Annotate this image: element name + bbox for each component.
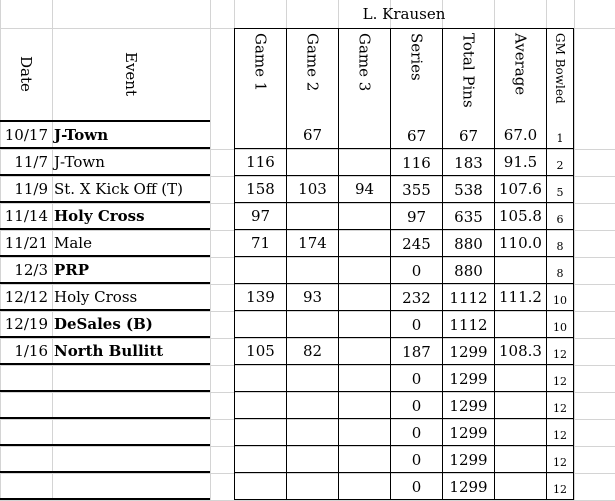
row-gm[interactable]: 8	[546, 257, 574, 284]
header-date	[0, 28, 52, 122]
row-series[interactable]: 232	[390, 284, 442, 311]
row-g3[interactable]	[338, 311, 390, 338]
row-series[interactable]: 245	[390, 230, 442, 257]
row-gm[interactable]: 12	[546, 473, 574, 500]
row-event[interactable]: Male	[52, 230, 210, 257]
row-g2[interactable]	[286, 446, 338, 473]
row-g3[interactable]	[338, 392, 390, 419]
row-g3[interactable]	[338, 473, 390, 500]
row-g1[interactable]	[234, 419, 286, 446]
row-g2[interactable]: 103	[286, 176, 338, 203]
row-total[interactable]: 1112	[442, 311, 494, 338]
row-date[interactable]	[0, 473, 52, 500]
header-game-2	[286, 28, 338, 122]
header-total-pins-label: Total Pins	[459, 33, 478, 108]
row-series[interactable]: 187	[390, 338, 442, 365]
header-gm-bowled	[546, 28, 574, 122]
row-event[interactable]: J-Town	[52, 149, 210, 176]
row-series[interactable]: 67	[390, 122, 442, 149]
row-avg[interactable]: 67.0	[494, 122, 546, 149]
row-g2[interactable]: 67	[286, 122, 338, 149]
row-avg[interactable]	[494, 473, 546, 500]
row-g2[interactable]	[286, 257, 338, 284]
row-series[interactable]: 0	[390, 419, 442, 446]
row-series[interactable]: 0	[390, 446, 442, 473]
row-avg[interactable]: 110.0	[494, 230, 546, 257]
row-total[interactable]: 1112	[442, 284, 494, 311]
header-event-label: Event	[122, 52, 140, 96]
row-series[interactable]: 355	[390, 176, 442, 203]
row-g3[interactable]	[338, 446, 390, 473]
row-g2[interactable]	[286, 149, 338, 176]
row-date[interactable]: 11/21	[0, 230, 52, 257]
gridline	[574, 0, 575, 500]
row-total[interactable]: 183	[442, 149, 494, 176]
row-total[interactable]: 538	[442, 176, 494, 203]
row-event[interactable]	[52, 446, 210, 473]
row-avg[interactable]	[494, 311, 546, 338]
row-gm[interactable]: 12	[546, 419, 574, 446]
row-gm[interactable]: 1	[546, 122, 574, 149]
gridline	[210, 0, 211, 500]
row-avg[interactable]	[494, 446, 546, 473]
row-date[interactable]: 11/7	[0, 149, 52, 176]
header-game-3	[338, 28, 390, 122]
row-gm[interactable]: 5	[546, 176, 574, 203]
row-total[interactable]: 1299	[442, 473, 494, 500]
row-date[interactable]: 12/19	[0, 311, 52, 338]
row-g2[interactable]	[286, 392, 338, 419]
row-g3[interactable]	[338, 230, 390, 257]
row-total[interactable]: 1299	[442, 419, 494, 446]
row-series[interactable]: 97	[390, 203, 442, 230]
row-g1[interactable]	[234, 365, 286, 392]
row-avg[interactable]	[494, 257, 546, 284]
header-game-1-label: Game 1	[251, 33, 270, 92]
row-g1[interactable]	[234, 311, 286, 338]
row-g3[interactable]	[338, 203, 390, 230]
row-avg[interactable]: 107.6	[494, 176, 546, 203]
header-game-2-label: Game 2	[303, 33, 322, 92]
row-event[interactable]	[52, 392, 210, 419]
row-event[interactable]: Holy Cross	[52, 284, 210, 311]
row-date[interactable]	[0, 365, 52, 392]
row-event[interactable]: DeSales (B)	[52, 311, 210, 338]
row-avg[interactable]	[494, 365, 546, 392]
row-total[interactable]: 1299	[442, 365, 494, 392]
row-date[interactable]: 12/12	[0, 284, 52, 311]
header-average-label: Average	[511, 33, 530, 96]
row-total[interactable]: 635	[442, 203, 494, 230]
header-game-1	[234, 28, 286, 122]
row-total[interactable]: 880	[442, 257, 494, 284]
row-gm[interactable]: 2	[546, 149, 574, 176]
row-series[interactable]: 0	[390, 365, 442, 392]
row-series[interactable]: 0	[390, 473, 442, 500]
header-game-3-label: Game 3	[355, 33, 374, 92]
row-event[interactable]	[52, 419, 210, 446]
row-g2[interactable]: 82	[286, 338, 338, 365]
row-avg[interactable]: 105.8	[494, 203, 546, 230]
row-gm[interactable]: 12	[546, 365, 574, 392]
header-gm-bowled-label: GM Bowled	[553, 33, 567, 104]
row-event[interactable]: North Bullitt	[52, 338, 210, 365]
row-avg[interactable]: 91.5	[494, 149, 546, 176]
header-total-pins	[442, 28, 494, 122]
header-series	[390, 28, 442, 122]
row-total[interactable]: 1299	[442, 446, 494, 473]
row-gm[interactable]: 10	[546, 284, 574, 311]
row-g1[interactable]	[234, 122, 286, 149]
row-date[interactable]	[0, 446, 52, 473]
row-avg[interactable]	[494, 419, 546, 446]
row-g2[interactable]	[286, 203, 338, 230]
row-date[interactable]: 10/17	[0, 122, 52, 149]
row-date[interactable]: 1/16	[0, 338, 52, 365]
row-event[interactable]	[52, 365, 210, 392]
row-g3[interactable]	[338, 338, 390, 365]
row-date[interactable]	[0, 392, 52, 419]
row-avg[interactable]: 108.3	[494, 338, 546, 365]
header-event	[52, 28, 210, 122]
row-g1[interactable]: 71	[234, 230, 286, 257]
row-total[interactable]: 67	[442, 122, 494, 149]
row-g3[interactable]	[338, 257, 390, 284]
row-g1[interactable]: 139	[234, 284, 286, 311]
row-gm[interactable]: 12	[546, 338, 574, 365]
row-gm[interactable]: 12	[546, 446, 574, 473]
row-g2[interactable]	[286, 473, 338, 500]
row-g3[interactable]: 94	[338, 176, 390, 203]
row-date[interactable]: 12/3	[0, 257, 52, 284]
row-gm[interactable]: 8	[546, 230, 574, 257]
row-date[interactable]	[0, 419, 52, 446]
row-date[interactable]: 11/9	[0, 176, 52, 203]
row-event[interactable]: PRP	[52, 257, 210, 284]
row-g1[interactable]	[234, 392, 286, 419]
header-series-label: Series	[407, 33, 426, 81]
row-avg[interactable]: 111.2	[494, 284, 546, 311]
row-gm[interactable]: 12	[546, 392, 574, 419]
row-g3[interactable]	[338, 284, 390, 311]
row-total[interactable]: 1299	[442, 392, 494, 419]
row-g2[interactable]	[286, 365, 338, 392]
row-g1[interactable]: 158	[234, 176, 286, 203]
header-average	[494, 28, 546, 122]
row-gm[interactable]: 10	[546, 311, 574, 338]
row-g1[interactable]: 105	[234, 338, 286, 365]
row-g1[interactable]: 97	[234, 203, 286, 230]
header-date-label: Date	[17, 56, 35, 92]
row-gm[interactable]: 6	[546, 203, 574, 230]
row-g1[interactable]	[234, 257, 286, 284]
row-g2[interactable]	[286, 419, 338, 446]
row-series[interactable]: 116	[390, 149, 442, 176]
row-g1[interactable]	[234, 473, 286, 500]
row-g3[interactable]	[338, 149, 390, 176]
row-total[interactable]: 880	[442, 230, 494, 257]
row-date[interactable]: 11/14	[0, 203, 52, 230]
row-g2[interactable]: 93	[286, 284, 338, 311]
row-event[interactable]: St. X Kick Off (T)	[52, 176, 210, 203]
row-avg[interactable]	[494, 392, 546, 419]
row-event[interactable]: J-Town	[52, 122, 210, 149]
row-g3[interactable]	[338, 122, 390, 149]
row-event[interactable]: Holy Cross	[52, 203, 210, 230]
row-total[interactable]: 1299	[442, 338, 494, 365]
row-g3[interactable]	[338, 419, 390, 446]
row-series[interactable]: 0	[390, 257, 442, 284]
player-name: L. Krausen	[362, 5, 446, 23]
row-g2[interactable]	[286, 311, 338, 338]
row-series[interactable]: 0	[390, 392, 442, 419]
row-g2[interactable]: 174	[286, 230, 338, 257]
row-g1[interactable]: 116	[234, 149, 286, 176]
row-g1[interactable]	[234, 446, 286, 473]
row-event[interactable]	[52, 473, 210, 500]
row-g3[interactable]	[338, 365, 390, 392]
row-series[interactable]: 0	[390, 311, 442, 338]
